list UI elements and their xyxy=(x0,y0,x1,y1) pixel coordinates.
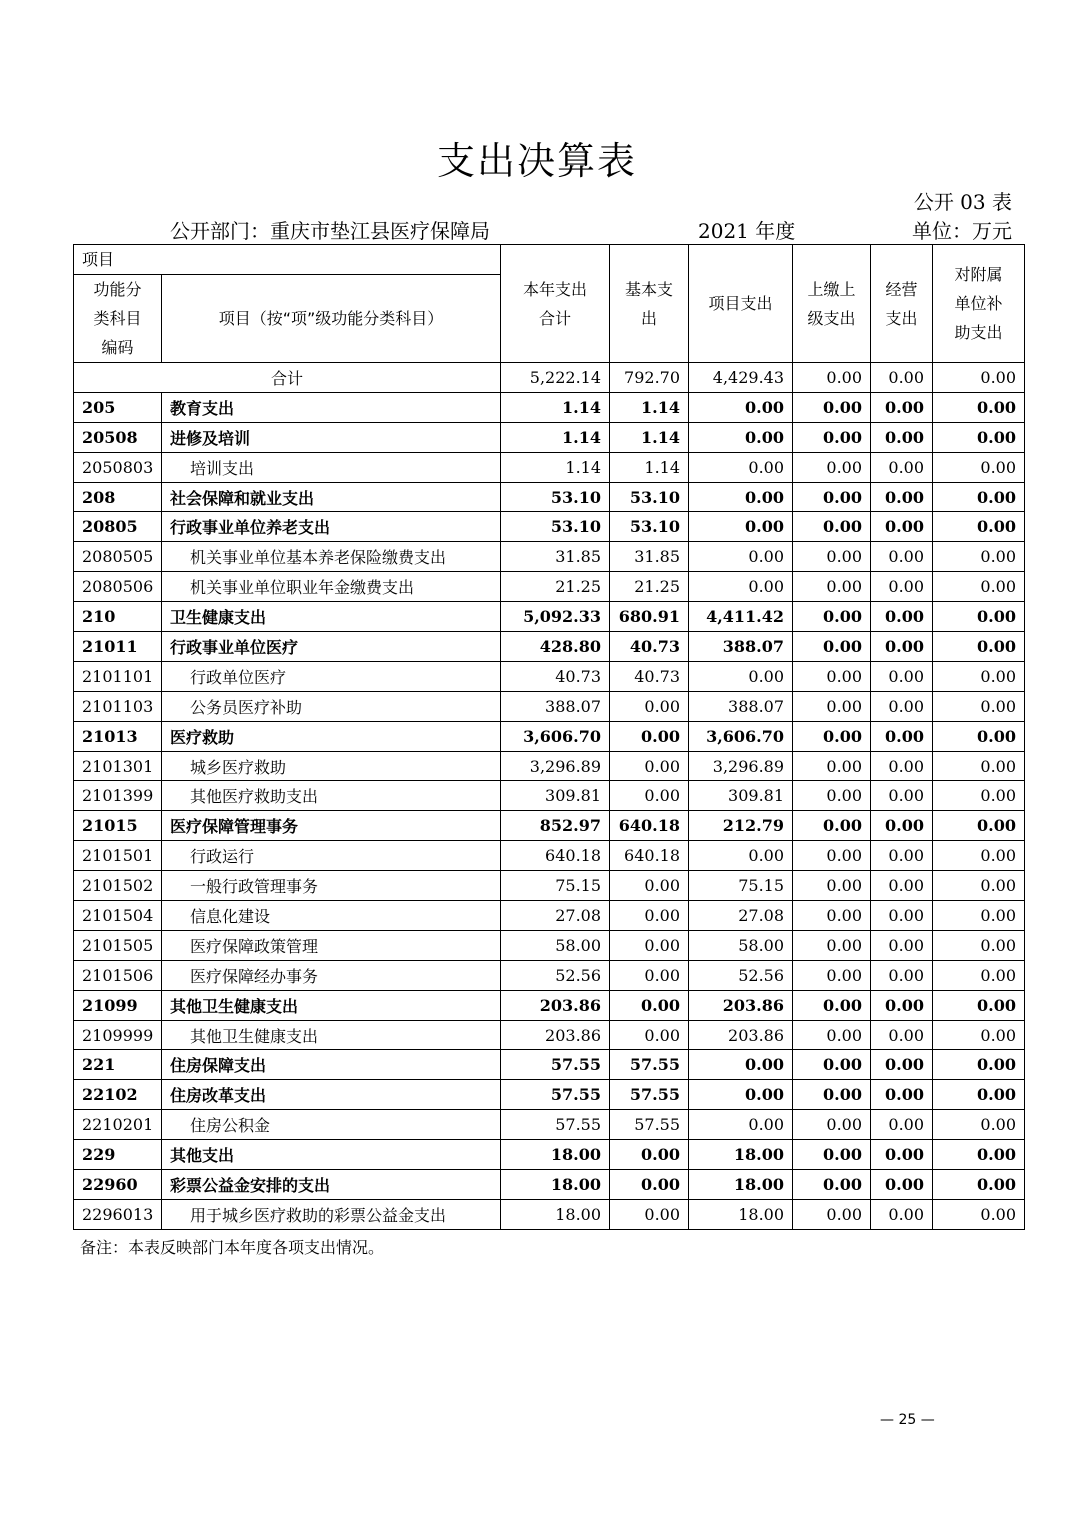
row-value: 388.07 xyxy=(501,691,610,721)
row-code: 208 xyxy=(74,482,162,512)
table-row xyxy=(74,1020,1025,1050)
table-row xyxy=(74,392,1025,422)
row-value: 0.00 xyxy=(793,1050,871,1080)
row-value: 21.25 xyxy=(501,572,610,602)
row-code: 2080505 xyxy=(74,542,162,572)
row-value: 18.00 xyxy=(689,1170,793,1200)
row-value: 0.00 xyxy=(871,452,933,482)
table-row xyxy=(74,452,1025,482)
row-name: 信息化建设 xyxy=(162,901,501,931)
row-code: 2101506 xyxy=(74,960,162,990)
row-value: 309.81 xyxy=(501,781,610,811)
row-code: 2101504 xyxy=(74,901,162,931)
table-row xyxy=(74,572,1025,602)
row-value: 0.00 xyxy=(933,392,1025,422)
row-name: 机关事业单位职业年金缴费支出 xyxy=(162,572,501,602)
row-code: 21013 xyxy=(74,721,162,751)
row-value: 0.00 xyxy=(871,1110,933,1140)
row-value: 0.00 xyxy=(933,1080,1025,1110)
row-value: 27.08 xyxy=(689,901,793,931)
row-value: 0.00 xyxy=(933,721,1025,751)
row-name: 公务员医疗补助 xyxy=(162,691,501,721)
row-code: 2080506 xyxy=(74,572,162,602)
row-value: 0.00 xyxy=(871,422,933,452)
row-value: 18.00 xyxy=(501,1170,610,1200)
row-value: 0.00 xyxy=(610,960,689,990)
row-code: 210 xyxy=(74,602,162,632)
row-value: 0.00 xyxy=(610,1140,689,1170)
page-title: 支出决算表 xyxy=(436,139,637,183)
row-name: 卫生健康支出 xyxy=(162,602,501,632)
row-value: 58.00 xyxy=(689,930,793,960)
row-value: 1.14 xyxy=(610,392,689,422)
row-name: 行政运行 xyxy=(162,841,501,871)
row-code: 221 xyxy=(74,1050,162,1080)
row-name: 教育支出 xyxy=(162,392,501,422)
row-value: 0.00 xyxy=(933,542,1025,572)
row-value: 0.00 xyxy=(610,1020,689,1050)
row-code: 2109999 xyxy=(74,1020,162,1050)
row-value: 0.00 xyxy=(610,1170,689,1200)
row-value: 0.00 xyxy=(933,1110,1025,1140)
row-code: 2050803 xyxy=(74,452,162,482)
row-value: 40.73 xyxy=(610,632,689,662)
row-value: 0.00 xyxy=(933,871,1025,901)
row-value: 0.00 xyxy=(871,482,933,512)
row-name: 行政事业单位医疗 xyxy=(162,632,501,662)
row-value: 3,606.70 xyxy=(501,721,610,751)
row-value: 0.00 xyxy=(871,661,933,691)
row-value: 1.14 xyxy=(610,422,689,452)
row-value: 0.00 xyxy=(793,482,871,512)
row-value: 0.00 xyxy=(793,542,871,572)
total-value: 792.70 xyxy=(610,363,689,393)
row-name: 其他卫生健康支出 xyxy=(162,1020,501,1050)
row-value: 0.00 xyxy=(689,572,793,602)
row-name: 一般行政管理事务 xyxy=(162,871,501,901)
row-value: 0.00 xyxy=(933,1170,1025,1200)
row-value: 31.85 xyxy=(610,542,689,572)
row-value: 640.18 xyxy=(501,841,610,871)
form-number: 公开 03 表 xyxy=(913,190,1012,214)
row-value: 0.00 xyxy=(689,482,793,512)
row-value: 0.00 xyxy=(793,1110,871,1140)
row-value: 0.00 xyxy=(871,1080,933,1110)
row-value: 0.00 xyxy=(871,930,933,960)
row-value: 0.00 xyxy=(933,1140,1025,1170)
row-value: 0.00 xyxy=(871,1020,933,1050)
row-value: 1.14 xyxy=(501,392,610,422)
row-value: 0.00 xyxy=(793,632,871,662)
row-code: 2101103 xyxy=(74,691,162,721)
row-value: 0.00 xyxy=(871,542,933,572)
row-code: 20508 xyxy=(74,422,162,452)
row-value: 0.00 xyxy=(793,811,871,841)
row-value: 18.00 xyxy=(689,1140,793,1170)
table-row xyxy=(74,721,1025,751)
row-value: 0.00 xyxy=(689,422,793,452)
row-value: 0.00 xyxy=(793,960,871,990)
row-name: 行政单位医疗 xyxy=(162,661,501,691)
row-value: 0.00 xyxy=(871,1050,933,1080)
row-value: 0.00 xyxy=(933,901,1025,931)
row-code: 22102 xyxy=(74,1080,162,1110)
fiscal-year-label: 2021 年度 xyxy=(698,219,796,243)
table-row xyxy=(74,1199,1025,1229)
row-value: 0.00 xyxy=(871,721,933,751)
header-row-top xyxy=(74,245,1025,275)
row-value: 0.00 xyxy=(793,841,871,871)
table-row xyxy=(74,871,1025,901)
row-name: 机关事业单位基本养老保险缴费支出 xyxy=(162,542,501,572)
row-value: 203.86 xyxy=(689,1020,793,1050)
row-value: 53.10 xyxy=(501,512,610,542)
row-name: 行政事业单位养老支出 xyxy=(162,512,501,542)
row-value: 640.18 xyxy=(610,811,689,841)
row-value: 52.56 xyxy=(689,960,793,990)
row-name: 其他支出 xyxy=(162,1140,501,1170)
header-code: 功能分 类科目 编码 xyxy=(74,275,162,363)
row-value: 0.00 xyxy=(793,661,871,691)
row-value: 1.14 xyxy=(501,452,610,482)
row-value: 0.00 xyxy=(610,691,689,721)
total-value: 0.00 xyxy=(871,363,933,393)
table-row xyxy=(74,422,1025,452)
row-value: 0.00 xyxy=(871,1170,933,1200)
row-value: 0.00 xyxy=(689,392,793,422)
row-code: 21011 xyxy=(74,632,162,662)
row-value: 3,606.70 xyxy=(689,721,793,751)
row-name: 住房改革支出 xyxy=(162,1080,501,1110)
row-code: 22960 xyxy=(74,1170,162,1200)
row-value: 0.00 xyxy=(933,930,1025,960)
row-value: 53.10 xyxy=(610,512,689,542)
row-code: 205 xyxy=(74,392,162,422)
row-value: 0.00 xyxy=(689,1080,793,1110)
page-number: — 25 — xyxy=(880,1412,935,1428)
row-name: 培训支出 xyxy=(162,452,501,482)
row-value: 0.00 xyxy=(793,512,871,542)
row-value: 0.00 xyxy=(933,811,1025,841)
row-value: 0.00 xyxy=(793,602,871,632)
expenditure-table xyxy=(73,244,1025,1230)
row-value: 4,411.42 xyxy=(689,602,793,632)
row-value: 0.00 xyxy=(871,751,933,781)
row-value: 388.07 xyxy=(689,632,793,662)
row-value: 75.15 xyxy=(501,871,610,901)
row-value: 0.00 xyxy=(933,990,1025,1020)
row-value: 0.00 xyxy=(610,871,689,901)
total-value: 0.00 xyxy=(793,363,871,393)
row-value: 0.00 xyxy=(933,632,1025,662)
row-value: 0.00 xyxy=(933,602,1025,632)
row-value: 0.00 xyxy=(793,392,871,422)
row-value: 428.80 xyxy=(501,632,610,662)
table-row xyxy=(74,632,1025,662)
row-value: 57.55 xyxy=(501,1080,610,1110)
row-value: 0.00 xyxy=(871,392,933,422)
row-name: 进修及培训 xyxy=(162,422,501,452)
row-value: 0.00 xyxy=(793,1140,871,1170)
row-value: 0.00 xyxy=(793,721,871,751)
row-value: 0.00 xyxy=(689,841,793,871)
row-value: 0.00 xyxy=(871,572,933,602)
row-value: 0.00 xyxy=(871,1199,933,1229)
total-row xyxy=(74,363,1025,393)
row-name: 医疗保障管理事务 xyxy=(162,811,501,841)
header-subsidy: 对附属 单位补 助支出 xyxy=(933,245,1025,363)
row-code: 229 xyxy=(74,1140,162,1170)
row-value: 0.00 xyxy=(933,691,1025,721)
row-value: 0.00 xyxy=(933,781,1025,811)
row-value: 18.00 xyxy=(501,1199,610,1229)
row-value: 0.00 xyxy=(871,691,933,721)
row-value: 3,296.89 xyxy=(501,751,610,781)
row-value: 0.00 xyxy=(933,661,1025,691)
table-row xyxy=(74,781,1025,811)
table-row xyxy=(74,602,1025,632)
row-code: 2101399 xyxy=(74,781,162,811)
row-value: 0.00 xyxy=(610,1199,689,1229)
row-value: 0.00 xyxy=(793,1020,871,1050)
row-value: 640.18 xyxy=(610,841,689,871)
table-row xyxy=(74,811,1025,841)
header-total: 本年支出 合计 xyxy=(501,245,610,363)
row-value: 18.00 xyxy=(501,1140,610,1170)
row-value: 57.55 xyxy=(610,1050,689,1080)
row-name: 彩票公益金安排的支出 xyxy=(162,1170,501,1200)
row-name: 医疗救助 xyxy=(162,721,501,751)
row-value: 0.00 xyxy=(871,871,933,901)
row-name: 城乡医疗救助 xyxy=(162,751,501,781)
row-name: 社会保障和就业支出 xyxy=(162,482,501,512)
table-row xyxy=(74,930,1025,960)
row-value: 5,092.33 xyxy=(501,602,610,632)
row-name: 用于城乡医疗救助的彩票公益金支出 xyxy=(162,1199,501,1229)
table-row xyxy=(74,841,1025,871)
row-value: 0.00 xyxy=(933,482,1025,512)
row-value: 0.00 xyxy=(610,990,689,1020)
row-name: 医疗保障政策管理 xyxy=(162,930,501,960)
table-row xyxy=(74,990,1025,1020)
row-value: 0.00 xyxy=(933,1050,1025,1080)
row-code: 2101101 xyxy=(74,661,162,691)
row-value: 57.55 xyxy=(501,1110,610,1140)
row-value: 0.00 xyxy=(871,960,933,990)
row-value: 40.73 xyxy=(501,661,610,691)
table-row xyxy=(74,1050,1025,1080)
total-value: 4,429.43 xyxy=(689,363,793,393)
row-code: 2101502 xyxy=(74,871,162,901)
row-value: 57.55 xyxy=(610,1110,689,1140)
row-value: 0.00 xyxy=(871,632,933,662)
row-code: 2210201 xyxy=(74,1110,162,1140)
row-value: 52.56 xyxy=(501,960,610,990)
row-value: 31.85 xyxy=(501,542,610,572)
row-value: 0.00 xyxy=(871,901,933,931)
row-value: 0.00 xyxy=(610,751,689,781)
row-value: 0.00 xyxy=(933,512,1025,542)
row-value: 0.00 xyxy=(933,452,1025,482)
header-basic: 基本支 出 xyxy=(610,245,689,363)
table-row xyxy=(74,751,1025,781)
table-note: 备注：本表反映部门本年度各项支出情况。 xyxy=(80,1238,385,1257)
header-project: 项目支出 xyxy=(689,245,793,363)
row-value: 309.81 xyxy=(689,781,793,811)
row-value: 0.00 xyxy=(871,602,933,632)
table-row xyxy=(74,691,1025,721)
header-business: 经营 支出 xyxy=(871,245,933,363)
row-value: 57.55 xyxy=(501,1050,610,1080)
row-code: 21099 xyxy=(74,990,162,1020)
row-value: 0.00 xyxy=(610,781,689,811)
row-value: 0.00 xyxy=(871,811,933,841)
row-value: 0.00 xyxy=(689,661,793,691)
table-row xyxy=(74,512,1025,542)
row-value: 212.79 xyxy=(689,811,793,841)
row-value: 0.00 xyxy=(793,422,871,452)
row-value: 0.00 xyxy=(793,1080,871,1110)
row-value: 1.14 xyxy=(610,452,689,482)
header-upper: 上缴上 级支出 xyxy=(793,245,871,363)
row-value: 0.00 xyxy=(871,841,933,871)
row-value: 0.00 xyxy=(793,930,871,960)
row-value: 0.00 xyxy=(610,901,689,931)
row-value: 0.00 xyxy=(933,1020,1025,1050)
row-value: 0.00 xyxy=(610,721,689,751)
row-value: 0.00 xyxy=(933,960,1025,990)
row-value: 0.00 xyxy=(933,841,1025,871)
row-value: 852.97 xyxy=(501,811,610,841)
row-value: 57.55 xyxy=(610,1080,689,1110)
table-row xyxy=(74,661,1025,691)
row-value: 40.73 xyxy=(610,661,689,691)
row-value: 0.00 xyxy=(689,1050,793,1080)
row-code: 2101505 xyxy=(74,930,162,960)
row-value: 0.00 xyxy=(933,572,1025,602)
row-value: 0.00 xyxy=(933,1199,1025,1229)
row-name: 住房保障支出 xyxy=(162,1050,501,1080)
table-row xyxy=(74,1110,1025,1140)
department-label: 公开部门：重庆市垫江县医疗保障局 xyxy=(170,219,490,243)
row-value: 53.10 xyxy=(501,482,610,512)
row-value: 203.86 xyxy=(501,1020,610,1050)
row-value: 58.00 xyxy=(501,930,610,960)
row-value: 0.00 xyxy=(793,1199,871,1229)
row-value: 0.00 xyxy=(933,422,1025,452)
row-value: 388.07 xyxy=(689,691,793,721)
row-code: 20805 xyxy=(74,512,162,542)
row-value: 203.86 xyxy=(501,990,610,1020)
row-value: 203.86 xyxy=(689,990,793,1020)
total-label: 合计 xyxy=(74,363,501,393)
row-name: 其他医疗救助支出 xyxy=(162,781,501,811)
row-code: 21015 xyxy=(74,811,162,841)
row-name: 其他卫生健康支出 xyxy=(162,990,501,1020)
table-row xyxy=(74,1170,1025,1200)
row-value: 0.00 xyxy=(871,512,933,542)
row-value: 3,296.89 xyxy=(689,751,793,781)
row-value: 27.08 xyxy=(501,901,610,931)
header-name: 项目（按“项”级功能分类科目） xyxy=(162,275,501,363)
table-row xyxy=(74,1140,1025,1170)
row-value: 0.00 xyxy=(689,1110,793,1140)
row-value: 0.00 xyxy=(871,781,933,811)
row-name: 住房公积金 xyxy=(162,1110,501,1140)
row-value: 1.14 xyxy=(501,422,610,452)
table-row xyxy=(74,1080,1025,1110)
row-value: 0.00 xyxy=(793,572,871,602)
row-value: 0.00 xyxy=(793,871,871,901)
row-value: 0.00 xyxy=(689,452,793,482)
row-value: 0.00 xyxy=(793,990,871,1020)
header-item: 项目 xyxy=(74,245,501,275)
row-value: 0.00 xyxy=(933,751,1025,781)
row-value: 53.10 xyxy=(610,482,689,512)
row-code: 2101501 xyxy=(74,841,162,871)
row-name: 医疗保障经办事务 xyxy=(162,960,501,990)
row-value: 0.00 xyxy=(793,901,871,931)
row-value: 0.00 xyxy=(793,751,871,781)
total-value: 5,222.14 xyxy=(501,363,610,393)
row-value: 0.00 xyxy=(793,452,871,482)
row-value: 0.00 xyxy=(689,512,793,542)
row-value: 0.00 xyxy=(793,1170,871,1200)
row-value: 0.00 xyxy=(871,1140,933,1170)
row-value: 0.00 xyxy=(610,930,689,960)
row-value: 75.15 xyxy=(689,871,793,901)
row-code: 2296013 xyxy=(74,1199,162,1229)
table-row xyxy=(74,901,1025,931)
row-value: 21.25 xyxy=(610,572,689,602)
row-value: 0.00 xyxy=(689,542,793,572)
total-value: 0.00 xyxy=(933,363,1025,393)
row-code: 2101301 xyxy=(74,751,162,781)
unit-label: 单位：万元 xyxy=(912,219,1012,243)
row-value: 0.00 xyxy=(793,691,871,721)
row-value: 0.00 xyxy=(871,990,933,1020)
row-value: 0.00 xyxy=(793,781,871,811)
row-value: 680.91 xyxy=(610,602,689,632)
table-row xyxy=(74,960,1025,990)
table-row xyxy=(74,542,1025,572)
row-value: 18.00 xyxy=(689,1199,793,1229)
table-row xyxy=(74,482,1025,512)
